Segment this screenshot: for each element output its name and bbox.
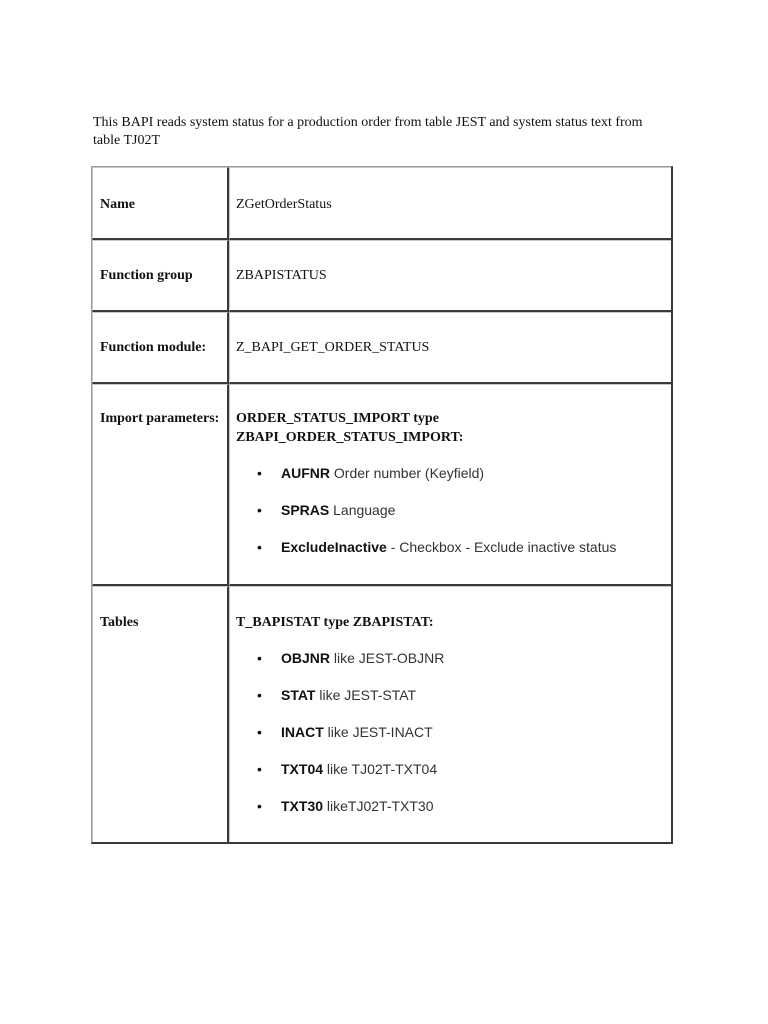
row-label-function-group: Function group: [100, 268, 193, 283]
field-name: AUFNR: [281, 465, 330, 481]
bullet-icon: •: [257, 798, 262, 814]
bullet-icon: •: [257, 761, 262, 777]
row-value-name: ZGetOrderStatus: [236, 197, 332, 212]
field-desc: likeTJ02T-TXT30: [323, 798, 434, 814]
import-parameter-list: [236, 464, 665, 557]
bullet-icon: •: [257, 724, 262, 740]
row-value-function-group: ZBAPISTATUS: [236, 268, 327, 283]
row-label-tables: Tables: [100, 615, 139, 630]
tables-structure-heading: T_BAPISTAT type ZBAPISTAT:: [236, 615, 434, 630]
import-structure-heading: ORDER_STATUS_IMPORT type ZBAPI_ORDER_STATUS_IMPORT:: [236, 411, 464, 445]
field-name: TXT04: [281, 761, 324, 777]
field-desc: like JEST-OBJNR: [330, 650, 445, 666]
row-label-function-module: Function module:: [100, 340, 207, 355]
intro-paragraph: This BAPI reads system status for a production order from table JEST and system status text from table TJ02T: [93, 115, 643, 148]
list-item: [236, 760, 665, 779]
table-row-tables: [92, 586, 671, 842]
list-item: [236, 501, 665, 520]
bullet-icon: •: [257, 539, 262, 555]
field-desc: - Checkbox - Exclude inactive status: [386, 539, 617, 555]
list-item: [236, 649, 665, 668]
bullet-icon: •: [257, 465, 262, 481]
row-label-name: Name: [100, 197, 135, 212]
field-desc: like JEST-STAT: [315, 687, 417, 703]
field-name: OBJNR: [281, 650, 331, 666]
bullet-icon: •: [257, 502, 262, 518]
list-item: [236, 797, 665, 816]
field-name: TXT30: [281, 798, 324, 814]
field-desc: Language: [329, 502, 396, 518]
bullet-icon: •: [257, 650, 262, 666]
list-item: [236, 538, 665, 557]
field-name: INACT: [281, 724, 324, 740]
table-row-name: [92, 167, 671, 240]
list-item: [236, 464, 665, 483]
field-name: SPRAS: [281, 502, 330, 518]
list-item: [236, 686, 665, 705]
field-desc: like TJ02T-TXT04: [323, 761, 438, 777]
list-item: [236, 723, 665, 742]
field-name: STAT: [281, 687, 316, 703]
table-row-function-group: [92, 240, 671, 312]
tables-field-list: [236, 649, 665, 816]
bapi-spec-table: [91, 166, 673, 844]
table-row-import-parameters: [92, 384, 671, 586]
row-value-function-module: Z_BAPI_GET_ORDER_STATUS: [236, 340, 430, 355]
field-desc: like JEST-INACT: [323, 724, 433, 740]
field-desc: Order number (Keyfield): [330, 465, 485, 481]
field-name: ExcludeInactive: [281, 539, 387, 555]
row-label-import-parameters: Import parameters:: [100, 411, 220, 426]
bullet-icon: •: [257, 687, 262, 703]
table-row-function-module: [92, 312, 671, 384]
